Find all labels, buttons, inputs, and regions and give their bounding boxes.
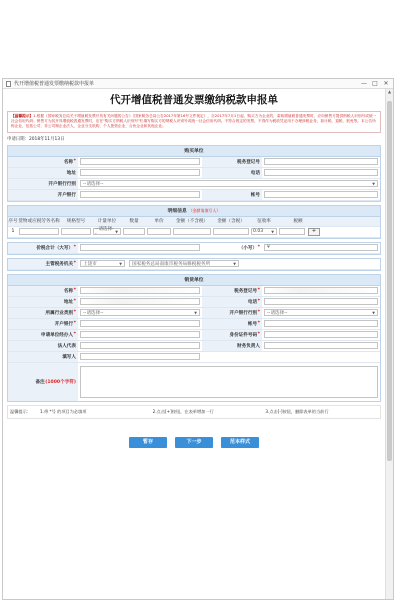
buyer-section-header: 购买单位 — [8, 146, 380, 157]
sample-button[interactable]: 范本样式 — [221, 437, 259, 448]
seller-section — [7, 274, 381, 402]
buyer-bank-type-select[interactable]: --请选择-- ▼ — [80, 180, 378, 187]
document-icon — [6, 81, 11, 87]
seller-industry-label: 所属行业类别 * — [8, 308, 78, 318]
price-total-small-label: （小写） * — [202, 243, 262, 253]
authority-select[interactable]: 国家税务总局南康市税务局修税税务所 ▼ — [129, 260, 239, 267]
detail-table-header: 序号 货物或应税劳务名称 规格型号 计量单位 数量 单价 金额（不含税） 金额（含税） 征收率 税额 — [8, 217, 380, 227]
detail-section-header: 明细信息 （金额请填写人） — [8, 206, 380, 217]
seller-address-label: 地址 * — [8, 297, 78, 307]
chevron-down-icon: ▼ — [372, 310, 375, 315]
seller-phone-label: 电话 * — [202, 297, 262, 307]
apply-date: 申请日期：2018年11月13日 — [7, 136, 65, 142]
buyer-name-label: 名称 * — [8, 157, 78, 167]
quantity-input[interactable] — [123, 228, 145, 235]
buyer-account-label: 帐号 — [202, 190, 262, 200]
price-total-label: 价税合计（大写） * — [8, 243, 78, 253]
page-title: 代开增值税普通发票缴纳税款申报单 — [110, 94, 278, 106]
notice-text: 1.根据《国家税务总局关于增值税发票开具有关问题的公告》（国家税务总局公告2017年第16号文件规定），自2017年7月1日起，购买方为企业的，索取增值税普通发票时，应向销售方提供纳税人识别号或统一社会信用代码；销售方为其开具增值税普通发票时，应在"购买方纳税人识别号"栏填写购买方的纳税人识别号或统一社会信用代码。不符合规定的发票，不得作为税收凭证用于办理涉税业务，如计税、退税、抵免等。本公告所称企业，包括公司、非公司制企业法人、企业分支机构、个人独资企业、合伙企业和其他企业。 — [11, 114, 377, 129]
title-bar — [3, 79, 393, 89]
seller-bank-type-label: 开户银行行别 * — [202, 308, 262, 318]
detail-section — [7, 205, 381, 239]
seller-finance-input[interactable] — [264, 342, 378, 349]
seller-bank-type-select[interactable]: --请选择-- ▼ — [264, 309, 378, 316]
next-button[interactable]: 下一步 — [175, 437, 213, 448]
scroll-up-icon[interactable]: ▲ — [387, 89, 392, 94]
form-content — [3, 89, 385, 599]
seller-bank-input[interactable] — [80, 320, 200, 327]
seller-agent-id-label: 身份证件号码 * — [202, 330, 262, 340]
seller-agent-id-input[interactable] — [264, 331, 378, 338]
rate-select[interactable]: 0.03 ▼ — [251, 228, 277, 235]
buyer-phone-input[interactable] — [264, 169, 378, 176]
seller-name-input[interactable] — [80, 287, 200, 294]
seller-remark-textarea[interactable] — [80, 366, 378, 398]
app-window — [2, 78, 394, 600]
seller-bank-label: 开户银行 * — [8, 319, 78, 329]
seller-legal-rep-label: 法人代表 — [8, 341, 78, 351]
seller-tax-id-label: 税务登记号 * — [202, 286, 262, 296]
seller-address-input[interactable] — [80, 298, 200, 305]
seller-legal-rep-input[interactable] — [80, 342, 200, 349]
unit-select[interactable]: --请选择-- ▼ — [93, 228, 121, 235]
seller-account-input[interactable] — [264, 320, 378, 327]
amount-excl-tax-input[interactable] — [173, 228, 211, 235]
buyer-bank-input[interactable] — [80, 191, 200, 198]
chevron-down-icon: ▼ — [115, 229, 118, 234]
add-row-button[interactable]: + — [308, 228, 320, 236]
seller-phone-input[interactable] — [264, 298, 378, 305]
vertical-scrollbar[interactable] — [385, 89, 393, 599]
tips-bar: 温馨提示： 1.带 *号 的项目为必填项 2.点击[+]按钮，在表单增加一行 3.点击[-]按钮，删除表单的当前行 — [7, 405, 381, 419]
chevron-down-icon: ▼ — [194, 310, 197, 315]
price-total-lower-input[interactable]: ¥ — [264, 244, 378, 251]
seller-section-header: 销货单位 — [8, 275, 380, 286]
restore-button[interactable]: □ — [372, 80, 378, 87]
close-button[interactable]: ✕ — [383, 80, 389, 87]
buyer-account-input[interactable] — [264, 191, 378, 198]
buyer-bank-label: 开户银行 — [8, 190, 78, 200]
tax-authority-section — [7, 258, 381, 271]
seller-filler-label: 填写人 — [8, 352, 78, 362]
buyer-tax-id-label: 税务登记号 — [202, 157, 262, 167]
seller-industry-select[interactable]: --请选择-- ▼ — [80, 309, 200, 316]
notice-box — [7, 111, 381, 133]
seller-remark-label: 备注 (1000个字符) — [8, 363, 78, 401]
price-total-upper-input[interactable] — [80, 244, 200, 251]
chevron-down-icon: ▼ — [119, 261, 122, 266]
chevron-down-icon: ▼ — [271, 229, 274, 234]
buyer-phone-label: 电话 — [202, 168, 262, 178]
minimize-button[interactable]: — — [361, 80, 367, 87]
seller-name-label: 名称 * — [8, 286, 78, 296]
unit-price-input[interactable] — [147, 228, 171, 235]
tax-authority-label: 主管税务机关 * — [8, 259, 78, 269]
buyer-bank-type-label: 开户银行行别 — [8, 179, 78, 189]
scrollbar-thumb[interactable] — [387, 101, 392, 461]
buyer-name-input[interactable] — [80, 158, 200, 165]
chevron-down-icon: ▼ — [372, 181, 375, 186]
seller-agent-input[interactable] — [80, 331, 200, 338]
seller-finance-label: 财务负责人 — [202, 341, 262, 351]
city-select[interactable]: 上饶市 ▼ — [80, 260, 125, 267]
notice-lead: 【温馨提示】 — [11, 114, 34, 118]
spec-input[interactable] — [61, 228, 91, 235]
buyer-section — [7, 145, 381, 202]
buyer-address-label: 地址 — [8, 168, 78, 178]
seller-agent-label: 申请单位经办人 * — [8, 330, 78, 340]
buyer-address-input[interactable] — [80, 169, 200, 176]
seller-account-label: 帐号 * — [202, 319, 262, 329]
price-total-section — [7, 242, 381, 255]
table-row: 1 --请选择-- ▼ 0.03 ▼ + — [8, 227, 380, 238]
action-buttons — [3, 437, 385, 448]
goods-name-input[interactable] — [19, 228, 59, 235]
save-button[interactable]: 暂存 — [129, 437, 167, 448]
chevron-down-icon: ▼ — [233, 261, 236, 266]
window-title: 代开增值税普通发票缴纳税款申报单 — [14, 81, 95, 87]
tax-amount-input[interactable] — [279, 228, 305, 235]
buyer-tax-id-input[interactable] — [264, 158, 378, 165]
seller-tax-id-input[interactable] — [264, 287, 378, 294]
seller-filler-input[interactable] — [80, 353, 200, 360]
amount-incl-tax-input[interactable] — [213, 228, 249, 235]
